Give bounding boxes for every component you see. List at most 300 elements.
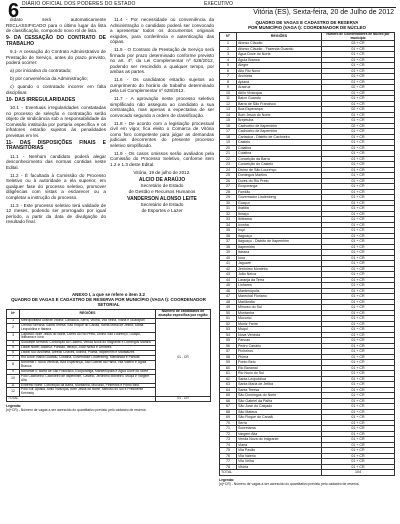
row-number: 76 [220,453,237,459]
row-region: Mucurici [237,316,322,322]
row-region: Anchieta [237,74,322,80]
row-region: Marilândia [237,299,322,305]
row-value: 02 + CR [322,123,395,129]
row-value: 01 + CR [322,112,395,118]
row-value: 01 + CR [322,453,395,459]
row-value: 01 + CR [322,288,395,294]
row-value: 01 + CR [322,316,395,322]
row-value: 01 + CR [322,228,395,234]
row-number: 22 [220,156,237,162]
row-region: Boa Esperança [237,107,322,113]
row-value: 01 + CR [322,305,395,311]
row-number: 67 [220,404,237,410]
row-value: 01 + CR [322,195,395,201]
paragraph: 9.1- A cessação do Contrato Administrativo de Prestação de Serviço, antes do prazo previsto, poderá ocorrer: [6,49,106,65]
row-number: 25 [220,173,237,179]
row-region: Ponto Belo [237,360,322,366]
legend-text: [n]+CR) - Número de vagas a ser acrescido do quantitativo previsto pelo cadastro de reserva. [6,408,147,413]
column-header: Nº [220,33,237,41]
row-value: 01 + CR [322,244,395,250]
row-region: Pancas [237,338,322,344]
text-column-2 [110,17,214,216]
row-region: Santa Teresa [237,387,322,393]
row-number: 53 [220,327,237,333]
row-number: 33 [220,217,237,223]
row-region: São Roque do Canaã [237,415,322,421]
column-header: REGIÕES [20,310,156,319]
row-number: 2 [7,323,20,332]
row-region: Central Serrana: Santa Teresa, São Roque do Canaã, Santa Maria de Jetibá, Santa Leopoldina e Itarana [20,323,156,332]
row-region: Marechal Floriano [237,294,322,300]
row-region: Vitória [237,464,322,470]
row-number: 44 [220,277,237,283]
row-number: 15 [220,118,237,124]
row-number: 3 [220,52,237,58]
row-value: 03 + CR [322,41,395,47]
paragraph: 11.7 - A aprovação neste processo seletivo simplificado não assegura ao candidato a sua contratação, mas apenas a expectativa de ser convocado segundo a ordem de classificação. [110,96,214,118]
row-number: 39 [220,250,237,256]
row-number: 24 [220,167,237,173]
vacancy-table-regions [6,309,211,402]
row-value: 01 + CR [322,283,395,289]
row-value: 01 + CR [322,74,395,80]
row-number: 26 [220,178,237,184]
row-number: 23 [220,162,237,168]
row-region: Pedro Canário [237,343,322,349]
row-value: 01 + CR [322,178,395,184]
column-header: Nº [7,310,20,319]
row-region: Barra de São Francisco [237,101,322,107]
row-value: 01 + CR [322,261,395,267]
row-number: 29 [220,195,237,201]
row-number: 1 [220,41,237,47]
row-number: 9 [220,85,237,91]
row-value: 01 + CR [322,349,395,355]
row-number: 18 [220,134,237,140]
row-number: 64 [220,387,237,393]
row-value: 01 + CR [322,46,395,52]
row-value: 01 + CR [322,217,395,223]
row-value: 01 + CR [322,277,395,283]
legend-text: [n]+CR) - Número de vagas a ser acrescido do quantitativo previsto pelo cadastro de reserva. [219,481,360,486]
row-value: 01 + CR [322,338,395,344]
row-number: 54 [220,332,237,338]
row-value: 01 + CR [322,156,395,162]
row-value: 01 + CR [322,233,395,239]
total-label: TOTAL [7,397,156,402]
row-number: 6 [7,351,20,356]
row-value: 01 + CR [322,437,395,443]
total-label: TOTAL [220,470,322,476]
paragraph: 11.3 - Este processo seletivo terá validade de 12 meses, podendo ser prorrogado por igual período, a partir da data de divulgação do resultado final. [6,202,106,224]
row-region: Atílio Vivácqua [237,90,322,96]
row-number: 16 [220,123,237,129]
annex-title: QUADRO DE VAGAS E CADASTRO DE RESERVA POR MUNICÍPIO (VAGA I): COORDENADOR SETORIAL [11,297,206,307]
section-name: EXECUTIVO [204,1,233,7]
row-number: 20 [220,145,237,151]
column-header: REGIÕES [237,33,322,41]
row-value: 01 + CR [322,52,395,58]
row-region: Águia Branca [237,57,322,63]
row-region: Noroeste II: Barra de São Francisco, Ecoporanga, Mantenópolis e Água Doce do Norte [20,369,156,374]
row-region: Sooretama [237,426,322,432]
row-number: 59 [220,360,237,366]
row-region: Nova Venécia [237,332,322,338]
row-value: 01 + CR [322,96,395,102]
row-number: 7 [7,356,20,361]
column-header: Número de candidatos de atuação específica por região [156,310,211,319]
row-region: Itapemirim [237,244,322,250]
total-value: 01 - CR [156,397,211,402]
row-value: 01 + CR [322,129,395,135]
row-region: Metropolitana Grande Vitória: Cariacica, Serra, Vitória, Vila Velha, Viana e Guarapari [20,318,156,323]
row-number: 40 [220,255,237,261]
row-region: Rio Novo do Sul [237,371,322,377]
row-region: Piúma [237,354,322,360]
row-region: Fundão [237,189,322,195]
row-number: 58 [220,354,237,360]
row-number: 10 [220,90,237,96]
row-number: 14 [220,112,237,118]
row-region: Noroeste I: Nova Venécia, Boa Esperança, São Gabriel da Palha, Vila Valério e Águia Branca [20,360,156,369]
row-number: 43 [220,272,237,278]
row-value: 01 + CR [322,321,395,327]
row-number: 30 [220,200,237,206]
row-region: Colatina [237,151,322,157]
row-number: 73 [220,437,237,443]
row-number: 4 [7,341,20,346]
row-number: 12 [220,101,237,107]
row-region: Extremo Norte: Conceição da Barra, Montanha, Mucurici, Pinheiros e Ponto Belo [20,383,156,388]
row-region: Água Doce do Norte [237,52,322,58]
row-value: 01 + CR [322,266,395,272]
row-region: Litoral Norte: Aracruz, Fundão, Ibiraçu, João Neiva e Linhares [20,346,156,351]
row-region: Ibiraçu [237,211,322,217]
row-number: 69 [220,415,237,421]
row-number: 71 [220,426,237,432]
row-number: 66 [220,398,237,404]
annex-label: ANEXO I, a que se refere o item 3.2 [72,292,145,297]
row-value: 01 + CR [322,431,395,437]
row-value: 01 + CR [322,332,395,338]
row-number: 8 [7,360,20,369]
row-value: 01 + CR [322,167,395,173]
row-number: 11 [220,96,237,102]
page-number: 6 [8,0,20,22]
row-region: Dores do Rio Preto [237,178,322,184]
row-value: 01 + CR [322,365,395,371]
row-value: 01 + CR [322,442,395,448]
paragraph: didato será automaticamente RECLASSIFICADO para o último lugar da lista de classificação, compondo novo rol de lista. [6,17,106,33]
row-value: 01 + CR [322,211,395,217]
row-number: 31 [220,206,237,212]
row-number: 70 [220,420,237,426]
row-number: 51 [220,316,237,322]
row-value: 01 + CR [322,464,395,470]
row-number: 19 [220,140,237,146]
row-region: Aracruz [237,85,322,91]
row-region: Serra [237,420,322,426]
row-region: Jaguaré [237,261,322,267]
place-date: Vitória, 19 de julho de 2012. [133,169,191,175]
row-region: Iconha [237,222,322,228]
total-value: 104 [322,470,395,476]
paragraph: 11.4 - Por necessidade ou conveniência da Administração o candidato poderá ser convocado a apresentar todos os documentos originais exigidos, para conferência e autenticação das cópias. [110,17,214,44]
row-value: 01 + CR [322,360,395,366]
row-region: São Gabriel da Palha [237,398,322,404]
row-region: Linhares [237,283,322,289]
publication-name: DIÁRIO OFICIAL DOS PODERES DO ESTADO [22,1,136,7]
row-number: 74 [220,442,237,448]
row-region: Cachoeiro de Itapemirim [237,129,322,135]
legend [219,478,395,486]
row-number: 12 [7,388,20,397]
row-number: 13 [220,107,237,113]
paragraph: 11.2 - É facultada à Comissão do Processo Seletivo ou à autoridade a ela superior, em qualquer fase do processo seletivo, promover diligências com vistas a esclarecer ou a completar a instrução do processo. [6,172,106,200]
row-value: 01 + CR [322,371,395,377]
row-value: 01 + CR [322,118,395,124]
row-value: 01 + CR [322,255,395,261]
legend-heading: Legenda: [219,477,235,482]
row-number: 49 [220,305,237,311]
row-number: 37 [220,239,237,245]
row-value: 01 + CR [322,387,395,393]
row-region: São Mateus [237,409,322,415]
section-heading: 10- DAS IRREGULARIDADES [6,96,76,103]
row-number: 36 [220,233,237,239]
row-region: Itaguaçu - Distrito de Itapemirim [237,239,322,245]
row-number: 28 [220,189,237,195]
row-value: 01 + CR [322,145,395,151]
row-value: 01 + CR [322,343,395,349]
row-number: 35 [220,228,237,234]
row-region: Litoral Sul: Anchieta, Alfredo Chaves, Iconha, Piúma, Itapemirim e Marataízes [20,351,156,356]
row-value: 01 + CR [322,134,395,140]
signature-block [110,178,214,195]
row-value: 01 + CR [322,184,395,190]
row-region: Colatina [237,145,322,151]
row-number: 72 [220,431,237,437]
row-region: Muniz Freire [237,321,322,327]
row-value: 01 + CR [322,63,395,69]
row-number: 41 [220,261,237,267]
annex-title: POR MUNICÍPIO (VAGA I): COORDENADOR DE NÚCLEO [248,25,366,30]
row-number: 9 [7,369,20,374]
signature-block [110,197,214,214]
row-number: 47 [220,294,237,300]
row-value: 01 + CR [322,79,395,85]
row-number: 7 [220,74,237,80]
row-number: 48 [220,299,237,305]
row-value: 01 + CR [322,354,395,360]
row-value: 01 + CR [322,382,395,388]
row-region: Ibitirama [237,217,322,223]
list-item: a) por iniciativa do contratado; [10,68,72,73]
row-number: 6 [220,68,237,74]
row-value: 01 + CR [322,376,395,382]
signer-role: de Esportes e Lazer [141,207,183,213]
section-heading: 9- DA CESSAÇÃO DO CONTRATO DE TRABALHO [6,35,106,47]
row-value: 01 + CR [322,426,395,432]
row-number: 46 [220,288,237,294]
row-number: 52 [220,321,237,327]
paragraph: 11.5 - O Contrato de Prestação de Serviço será firmado por prazo determinado conforme previsto no art. 4º, da Lei Complementar nº 628/2012, podendo ser rescindido a qualquer tempo, por ambas as partes. [110,47,214,74]
paragraph: 11.8 - De acordo com a legislação processual civil em vigor, fica eleito o Comarca de Vitória como foro competente para julgar as demandas judiciais decorrentes do presente processo seletivo simplificado. [110,120,214,148]
row-region: Afonso Cláudio [237,41,322,47]
row-number: 42 [220,266,237,272]
column-header: Número de Coordenadores de Núcleo por município [322,33,395,41]
row-value: 01 + CR [322,448,395,454]
annex-a [6,292,211,413]
row-region: Cariacica - Distrito de Cachoeiro [237,134,322,140]
signer-role: de Gestão e Recursos Humanos [128,188,196,194]
row-region: São Domingos do Norte [237,393,322,399]
row-number: 55 [220,338,237,344]
row-value: 01 + CR [322,239,395,245]
row-number: 60 [220,365,237,371]
paragraph: 10.1 - Eventuais irregularidades constatadas no processo de seleção e contratação serão objeto de sindicância sob a responsabilidade da Comissão instituída por portaria específica e os infratores estarão sujeitos às penalidades previstas em lei. [6,105,106,138]
row-region: Castelo [237,140,322,146]
annex-title: QUADRO DE VAGAS E CADASTRO DE RESERVA [255,20,359,25]
row-region: Venda Nova do Imigrante [237,437,322,443]
paragraph: 11.6 - Os candidatos estarão sujeitos ao cumprimento do horário de trabalho determinado pela Lei Complementar nº 628/2012. [110,77,214,93]
row-region: Ecoporanga [237,184,322,190]
row-region: Polo Sul: Apiacá, Atílio Vivácqua, Bom Jesus do Norte, Mimoso do Sul e Presidente Kennedy [20,388,156,397]
row-value: 01 + CR [322,151,395,157]
row-value: 01 + CR [322,420,395,426]
row-number: 2 [220,46,237,52]
row-value: 02 + CR [322,107,395,113]
row-value: 01 + CR [322,57,395,63]
row-region: Pinheiros [237,349,322,355]
row-region: João Neiva [237,272,322,278]
row-number: 1 [7,318,20,323]
row-value: 01 + CR [322,101,395,107]
row-number: 77 [220,459,237,465]
row-number: 5 [7,346,20,351]
row-region: Jerônimo Monteiro [237,266,322,272]
row-value: 01 + CR [322,90,395,96]
row-value: 01 + CR [322,272,395,278]
row-region: Muqui [237,327,322,333]
row-region: Montanha [237,310,322,316]
row-region: Baixo Guandu [237,96,322,102]
row-region: Brejetuba [237,118,322,124]
row-value: 01 + CR [322,459,395,465]
row-value: 01 + CR [322,299,395,305]
row-region: Polo Cachoeiro: Cachoeiro de Itapemirim, Castelo, Jerônimo Monteiro, Muqui e Vargem Alta [20,374,156,383]
row-region: Vargem Alta [237,431,322,437]
row-value: 01 + CR [322,310,395,316]
row-region: Cachoeiro de Itapemirim [237,123,322,129]
row-number: 61 [220,371,237,377]
annex-b [219,20,395,486]
row-region: Bom Jesus do Norte [237,112,322,118]
row-region: Governador Lindenberg [237,195,322,201]
row-number: 78 [220,464,237,470]
row-value: 01 + CR [322,68,395,74]
signer-role: Secretário de Estado [140,183,184,188]
row-value: 01 + CR [322,398,395,404]
row-value: 01 + CR [322,173,395,179]
header-rule [20,7,396,8]
row-number: 5 [220,63,237,69]
row-region: Apiacá [237,79,322,85]
row-value: 01 + CR [322,250,395,256]
row-number: 38 [220,244,237,250]
text-column-1 [6,17,106,227]
row-region: Afonso Cláudio - Fazenda Guandu [237,46,322,52]
row-number: 10 [7,374,20,383]
row-value: 01 + CR [322,140,395,146]
row-region: Irupi [237,228,322,234]
row-value: 01 + CR [322,206,395,212]
row-number: 62 [220,376,237,382]
row-region: Conceição do Castelo [237,162,322,168]
row-region: Viana [237,442,322,448]
row-region: Divino de São Lourenço [237,167,322,173]
row-region: Mantenópolis [237,288,322,294]
row-region: Itarana [237,250,322,256]
row-region: Domingos Martins [237,173,322,179]
list-item: c) quando o contratado incorrer em falta disciplinar. [6,84,106,95]
row-number: 4 [220,57,237,63]
row-number: 34 [220,222,237,228]
row-number: 65 [220,393,237,399]
legend [6,404,211,412]
paragraph: 11.1 - Nenhum candidato poderá alegar desconhecimento das normas contidas neste Edital. [6,153,106,170]
row-number: 68 [220,409,237,415]
row-number: 50 [220,310,237,316]
section-heading: 11- DAS DISPOSIÇÕES FINAIS E TRANSITÓRIAS [6,139,106,151]
row-number: 17 [220,129,237,135]
row-value: 01 + CR [322,189,395,195]
row-region: Vila Pavão [237,448,322,454]
row-number: 75 [220,448,237,454]
row-value: 01 + CR [322,404,395,410]
signer-name: ALCIO DE ARAÚJO [138,176,186,183]
row-region: Santa Maria de Jetibá [237,382,322,388]
issue-date: Vitória (ES), Sexta-feira, 20 de Julho de 2012 [253,9,394,16]
row-number: 57 [220,349,237,355]
row-value: 01 - CR [156,318,211,396]
row-value: 02 + CR [322,85,395,91]
row-region: São José do Calçado [237,404,322,410]
row-value: 01 + CR [322,222,395,228]
row-region: Laranja da Terra [237,277,322,283]
row-number: 11 [7,383,20,388]
row-region: Iúna [237,255,322,261]
vacancy-table-municipalities [219,32,395,476]
paragraph: 11.9 - Os casos omissos serão avaliados pela Comissão do Processo Seletivo, conforme item 1.2 e 1.3 deste Edital. [110,150,214,167]
row-number: 8 [220,79,237,85]
row-value: 01 + CR [322,393,395,399]
row-number: 63 [220,382,237,388]
row-region: Caparaó: Bom Jesus do Norte, Dores do Rio Preto, Divino São Lourenço, Guaçuí, Ibitirama e Iúna [20,332,156,341]
legend-heading: Legenda: [6,404,22,409]
row-region: Ibatiba [237,206,322,212]
row-region: Rio Bananal [237,365,322,371]
row-value: 01 + CR [322,200,395,206]
row-number: 45 [220,283,237,289]
row-value: 01 + CR [322,294,395,300]
row-value: 01 + CR [322,162,395,168]
row-number: 56 [220,343,237,349]
list-item: b) por conveniência da Administração; [10,76,88,81]
row-region: Guaçuí [237,200,322,206]
row-region: Vila Valério [237,453,322,459]
row-number: 27 [220,184,237,190]
